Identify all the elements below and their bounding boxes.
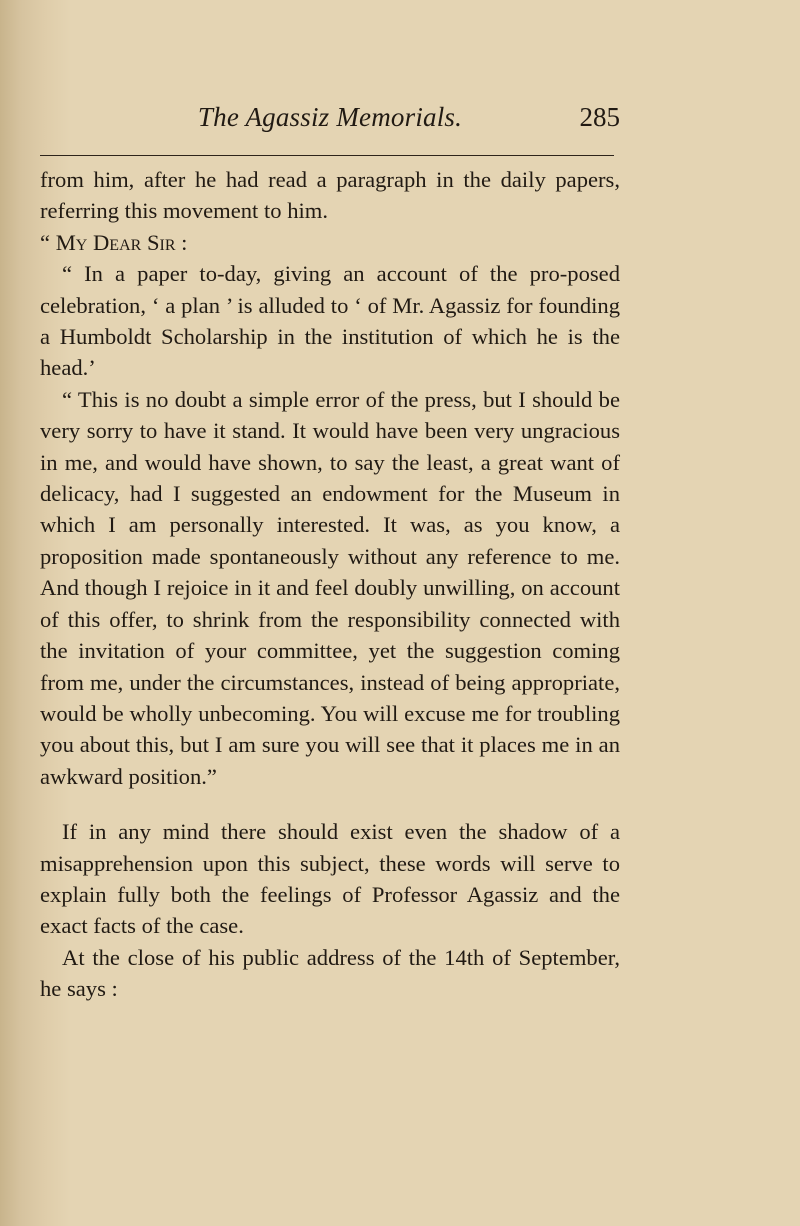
- paragraph-1: from him, after he had read a paragraph in the daily papers, referring this movement to him.: [40, 167, 620, 224]
- paragraph-3: “ This is no doubt a simple error of the press, but I should be very sorry to have it stand. It would have been very ungracious in me, and would have shown, to say the least, a great want of delicacy, had I suggested an endowment for the Museum in which I am personally interested. It was, as you know, a proposition made spontaneously without any reference to me. And though I rejoice in it and feel doubly unwilling, on account of this offer, to shrink from the responsibility connected with the invitation of your committee, yet the suggestion coming from me, under the circumstances, instead of being appropriate, would be wholly unbecoming. You will excuse me for troubling you about this, but I am sure you will see that it places me in an awkward position.”: [40, 386, 620, 789]
- page-number: 285: [579, 102, 620, 132]
- salutation-quote: “: [40, 229, 51, 255]
- salutation: [40, 227, 620, 258]
- paragraph-4: If in any mind there should exist even the shadow of a misapprehension upon this subject, these words will serve to explain fully both the feelings of Professor Agassiz and the exact facts of the case.: [40, 819, 620, 939]
- paragraph-2: “ In a paper to-day, giving an account of the pro-posed celebration, ‘ a plan ’ is alluded to ‘ of Mr. Agassiz for founding a Humboldt Scholarship in the institution of which he is the head.’: [40, 261, 620, 381]
- salutation-text: My Dear Sir :: [55, 229, 188, 255]
- paragraph-5: At the close of his public address of the 14th of September, he says :: [40, 944, 620, 1002]
- running-header: [40, 102, 620, 146]
- header-rule: [40, 155, 614, 156]
- body-text: [40, 164, 620, 1005]
- running-title: The Agassiz Memorials.: [197, 102, 463, 132]
- paragraph-gap: [40, 792, 620, 816]
